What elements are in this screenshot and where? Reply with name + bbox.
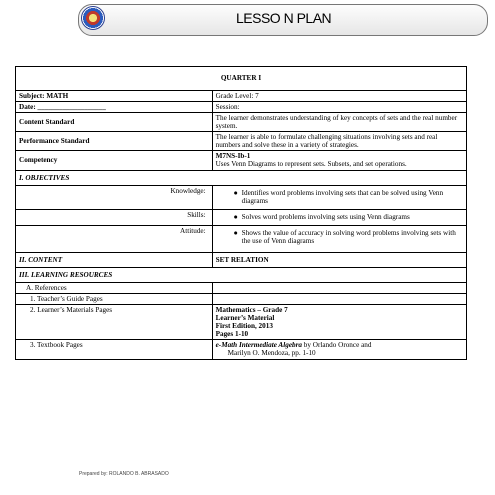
objective-knowledge-label: Knowledge: — [16, 185, 213, 209]
resources-heading-row — [16, 267, 467, 282]
teachers-guide-row — [16, 294, 467, 305]
subject-row — [16, 91, 467, 102]
performance-standard-label: Performance Standard — [16, 132, 213, 151]
quarter-row — [16, 67, 467, 91]
objective-attitude-text: Shows the value of accuracy in solving word problems involving sets with the use of Venn diagrams — [241, 228, 456, 245]
content-row — [16, 252, 467, 267]
textbook-label: 3. Textbook Pages — [16, 340, 213, 359]
competency-text: Uses Venn Diagrams to represent sets. Subsets, and set operations. — [215, 160, 407, 169]
teachers-guide-value — [212, 294, 466, 305]
bullet-icon: ● — [233, 228, 238, 237]
prepared-by: Prepared by: ROLANDO B. ABRASADO — [79, 471, 169, 477]
deped-seal-icon — [81, 6, 105, 30]
bullet-icon: ● — [233, 188, 238, 197]
references-value — [212, 283, 466, 294]
bullet-icon: ● — [233, 212, 238, 221]
textbook-title: e-Math Intermediate Algebra — [215, 341, 302, 350]
objective-knowledge-value — [212, 185, 466, 209]
objective-attitude-label: Attitude: — [16, 225, 213, 252]
competency-row — [16, 151, 467, 170]
content-standard-label: Content Standard — [16, 113, 213, 132]
objective-attitude-value — [212, 225, 466, 252]
learners-materials-label: 2. Learner’s Materials Pages — [16, 305, 213, 340]
teachers-guide-label: 1. Teacher’s Guide Pages — [16, 294, 213, 305]
objective-skills-row — [16, 209, 467, 225]
objective-skills-label: Skills: — [16, 209, 213, 225]
competency-label: Competency — [16, 151, 213, 170]
content-standard-row — [16, 113, 467, 132]
textbook-line2: Marilyn O. Mendoza, pp. 1-10 — [227, 349, 316, 358]
session-cell: Session: — [212, 102, 466, 113]
lm-line: Mathematics – Grade 7 — [215, 306, 288, 315]
objective-knowledge-row — [16, 185, 467, 209]
objective-skills-text: Solves word problems involving sets using Venn diagrams — [241, 212, 410, 221]
learners-materials-row — [16, 305, 467, 340]
objective-knowledge-text: Identifies word problems involving sets that can be solved using Venn diagrams — [241, 188, 444, 205]
content-heading: II. CONTENT — [16, 252, 213, 267]
quarter-heading: QUARTER I — [16, 67, 467, 91]
references-row — [16, 283, 467, 294]
lesson-plan-table — [15, 66, 467, 360]
content-standard-value: The learner demonstrates understanding of key concepts of sets and the real number system. — [212, 113, 466, 132]
objective-skills-value — [212, 209, 466, 225]
content-value: SET RELATION — [212, 252, 466, 267]
objective-attitude-row — [16, 225, 467, 252]
competency-value — [212, 151, 466, 170]
performance-standard-value: The learner is able to formulate challenging situations involving sets and real numbers and solve these in a variety of strategies. — [212, 132, 466, 151]
lm-line: Learner’s Material — [215, 314, 275, 323]
date-row — [16, 102, 467, 113]
date-cell: Date: ___________________ — [16, 102, 213, 113]
lm-line: First Edition, 2013 — [215, 322, 273, 331]
learners-materials-value — [212, 305, 466, 340]
objectives-heading-row — [16, 170, 467, 185]
competency-code: M7NS-Ib-1 — [215, 152, 251, 161]
resources-heading: III. LEARNING RESOURCES — [16, 267, 467, 282]
objectives-heading: I. OBJECTIVES — [16, 170, 467, 185]
lm-line: Pages 1-10 — [215, 330, 249, 339]
references-label: A. References — [16, 283, 213, 294]
performance-standard-row — [16, 132, 467, 151]
document-title: LESSO N PLAN — [236, 10, 332, 26]
subject-cell: Subject: MATH — [16, 91, 213, 102]
textbook-author: by Orlando Oronce and — [302, 341, 372, 350]
grade-level-cell: Grade Level: 7 — [212, 91, 466, 102]
textbook-row — [16, 340, 467, 359]
textbook-value — [212, 340, 466, 359]
